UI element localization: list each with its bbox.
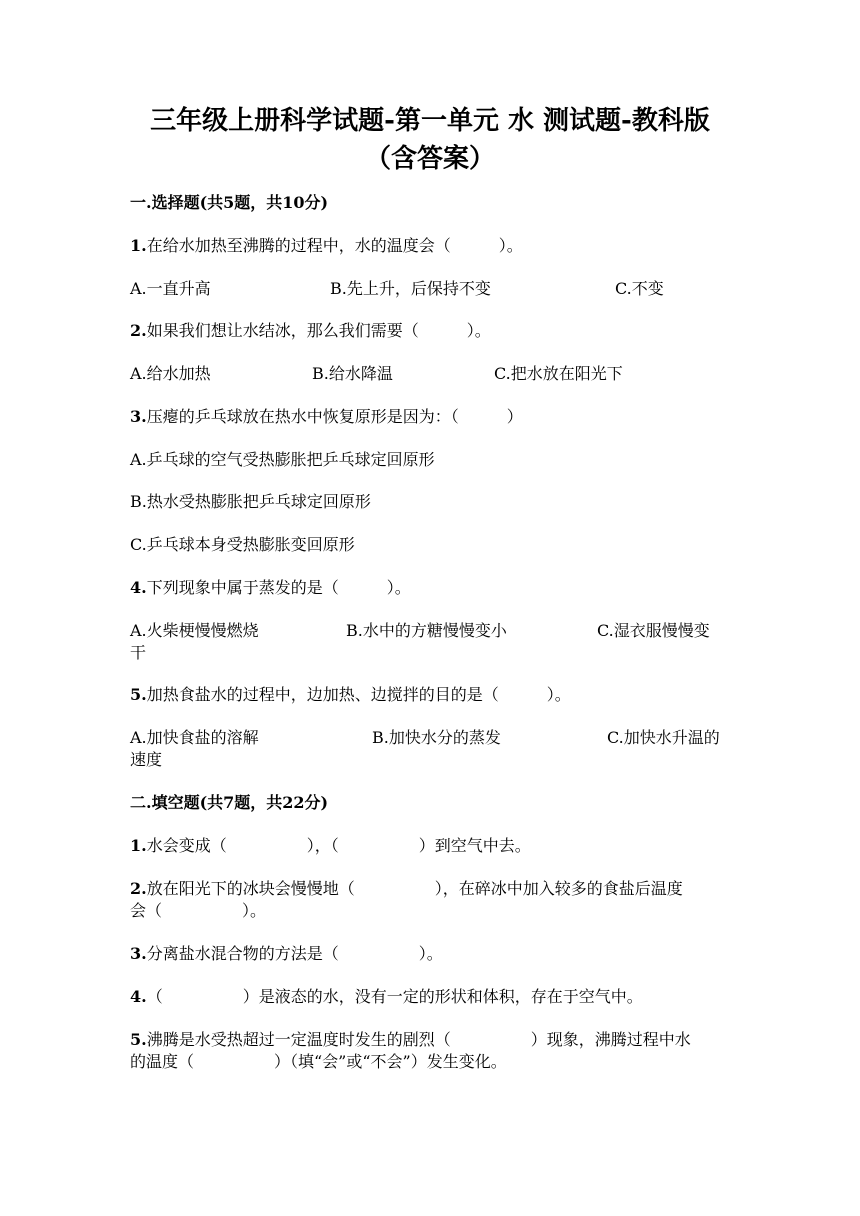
fill-question-4 — [130, 986, 643, 1008]
option-c-continuation: 干 — [130, 643, 147, 662]
question-3 — [130, 406, 523, 428]
question-number: 5. — [130, 685, 147, 704]
question-number: 1. — [130, 836, 147, 855]
question-number: 4. — [130, 987, 147, 1006]
option-b: B.给水降温 — [312, 364, 393, 383]
option-a: A.一直升高 — [130, 279, 211, 298]
fill-question-2 — [130, 878, 683, 900]
section-heading-fill: 二.填空题(共7题，共22分) — [130, 793, 329, 812]
question-text: 沸腾是水受热超过一定温度时发生的剧烈（ ）现象，沸腾过程中水 — [146, 1030, 691, 1049]
question-text: 如果我们想让水结冰，那么我们需要（ ）。 — [146, 321, 491, 340]
option-a: A.给水加热 — [130, 364, 211, 383]
question-number: 5. — [130, 1030, 147, 1049]
question-text: 分离盐水混合物的方法是（ ）。 — [146, 944, 443, 963]
option-c-continuation: 速度 — [130, 750, 163, 769]
option-c: C.不变 — [615, 279, 664, 298]
question-4 — [130, 577, 411, 599]
option-c: C.加快水升温的 — [607, 728, 720, 747]
option-b: B.热水受热膨胀把乒乓球定回原形 — [130, 492, 371, 511]
question-2 — [130, 320, 491, 342]
question-number: 3. — [130, 944, 147, 963]
question-5 — [130, 684, 571, 706]
question-text: 放在阳光下的冰块会慢慢地（ ），在碎冰中加入较多的食盐后温度 — [146, 879, 683, 898]
question-number: 3. — [130, 407, 147, 426]
fill-question-1 — [130, 835, 531, 857]
fill-question-5 — [130, 1029, 691, 1051]
option-a: A.加快食盐的溶解 — [130, 728, 259, 747]
page-title: 三年级上册科学试题-第一单元 水 测试题-教科版 — [150, 106, 710, 136]
question-number: 4. — [130, 578, 147, 597]
section-heading-choice: 一.选择题(共5题，共10分) — [130, 193, 329, 212]
option-c: C.湿衣服慢慢变 — [597, 621, 710, 640]
fill-question-3 — [130, 943, 443, 965]
question-number: 1. — [130, 236, 147, 255]
question-number: 2. — [130, 879, 147, 898]
question-text: 在给水加热至沸腾的过程中，水的温度会（ ）。 — [146, 236, 523, 255]
option-c: C.把水放在阳光下 — [494, 364, 623, 383]
question-1 — [130, 235, 523, 257]
option-b: B.先上升，后保持不变 — [330, 279, 491, 298]
question-text: 加热食盐水的过程中，边加热、边搅拌的目的是（ ）。 — [146, 685, 571, 704]
option-b: B.水中的方糖慢慢变小 — [346, 621, 507, 640]
option-b: B.加快水分的蒸发 — [372, 728, 501, 747]
question-text: 水会变成（ ），（ ）到空气中去。 — [146, 836, 531, 855]
option-a: A.火柴梗慢慢燃烧 — [130, 621, 259, 640]
question-text: 下列现象中属于蒸发的是（ ）。 — [146, 578, 411, 597]
option-c: C.乒乓球本身受热膨胀变回原形 — [130, 535, 355, 554]
fill-question-5-continuation: 的温度（ ）（填“会”或“不会”）发生变化。 — [130, 1052, 507, 1071]
question-text: （ ）是液态的水，没有一定的形状和体积，存在于空气中。 — [146, 987, 643, 1006]
page-subtitle: （含答案） — [364, 144, 495, 174]
question-text: 压瘪的乒乓球放在热水中恢复原形是因为：（ ） — [146, 407, 523, 426]
question-number: 2. — [130, 321, 147, 340]
fill-question-2-continuation: 会（ ）。 — [130, 901, 267, 920]
option-a: A.乒乓球的空气受热膨胀把乒乓球定回原形 — [130, 450, 435, 469]
